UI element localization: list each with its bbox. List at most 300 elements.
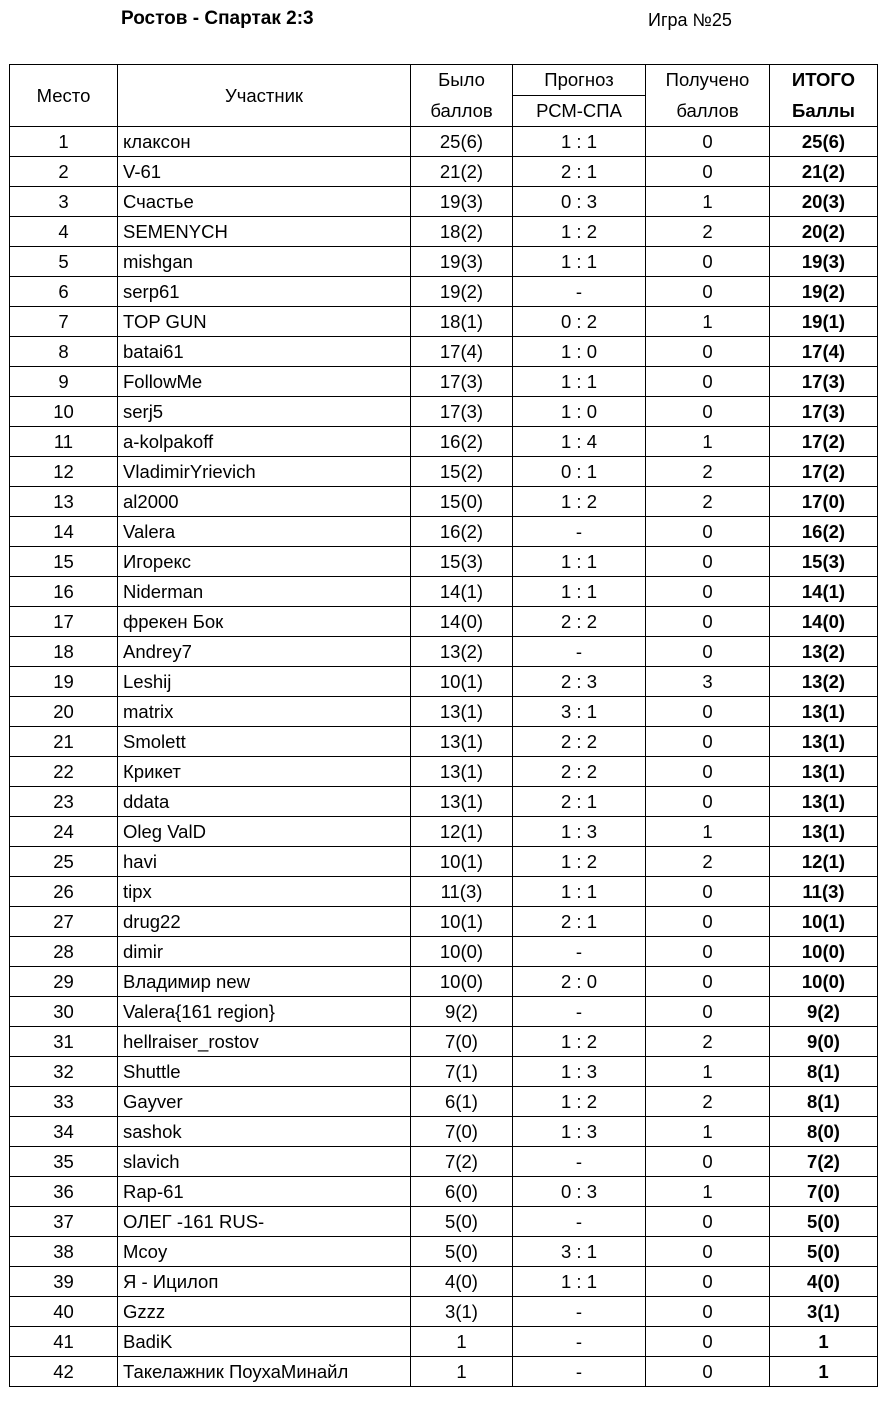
- cell-before: 13(1): [411, 787, 513, 817]
- cell-participant: BadiK: [118, 1327, 411, 1357]
- cell-participant: Rap-61: [118, 1177, 411, 1207]
- col-header-total-top: ИТОГО: [770, 65, 878, 96]
- cell-total: 19(2): [770, 277, 878, 307]
- cell-place: 19: [10, 667, 118, 697]
- cell-before: 25(6): [411, 127, 513, 157]
- cell-participant: Valera: [118, 517, 411, 547]
- cell-participant: tipx: [118, 877, 411, 907]
- cell-participant: Крикет: [118, 757, 411, 787]
- cell-forecast: 0 : 3: [513, 187, 646, 217]
- cell-place: 9: [10, 367, 118, 397]
- cell-before: 10(1): [411, 907, 513, 937]
- table-row: [10, 577, 878, 607]
- cell-forecast: 1 : 1: [513, 1267, 646, 1297]
- table-row: [10, 1087, 878, 1117]
- cell-forecast: 3 : 1: [513, 1237, 646, 1267]
- cell-participant: a-kolpakoff: [118, 427, 411, 457]
- cell-forecast: -: [513, 517, 646, 547]
- cell-before: 15(0): [411, 487, 513, 517]
- cell-total: 13(1): [770, 787, 878, 817]
- cell-got: 0: [646, 937, 770, 967]
- cell-forecast: 2 : 3: [513, 667, 646, 697]
- table-row: [10, 187, 878, 217]
- cell-place: 12: [10, 457, 118, 487]
- cell-before: 10(0): [411, 967, 513, 997]
- cell-got: 2: [646, 1087, 770, 1117]
- cell-got: 1: [646, 817, 770, 847]
- cell-participant: matrix: [118, 697, 411, 727]
- cell-before: 4(0): [411, 1267, 513, 1297]
- cell-participant: slavich: [118, 1147, 411, 1177]
- table-row: [10, 607, 878, 637]
- table-row: [10, 877, 878, 907]
- cell-total: 5(0): [770, 1207, 878, 1237]
- table-body: [10, 127, 878, 1387]
- cell-got: 0: [646, 907, 770, 937]
- table-row: [10, 997, 878, 1027]
- cell-place: 16: [10, 577, 118, 607]
- cell-got: 0: [646, 577, 770, 607]
- cell-total: 14(1): [770, 577, 878, 607]
- cell-place: 39: [10, 1267, 118, 1297]
- cell-place: 35: [10, 1147, 118, 1177]
- cell-total: 8(1): [770, 1087, 878, 1117]
- cell-place: 22: [10, 757, 118, 787]
- cell-forecast: -: [513, 1327, 646, 1357]
- cell-place: 3: [10, 187, 118, 217]
- cell-before: 6(0): [411, 1177, 513, 1207]
- cell-total: 20(2): [770, 217, 878, 247]
- cell-forecast: 1 : 1: [513, 367, 646, 397]
- cell-place: 11: [10, 427, 118, 457]
- cell-total: 13(1): [770, 697, 878, 727]
- cell-forecast: 1 : 1: [513, 877, 646, 907]
- cell-total: 17(0): [770, 487, 878, 517]
- cell-got: 1: [646, 1117, 770, 1147]
- cell-place: 40: [10, 1297, 118, 1327]
- cell-place: 7: [10, 307, 118, 337]
- cell-before: 19(3): [411, 187, 513, 217]
- cell-before: 7(2): [411, 1147, 513, 1177]
- cell-forecast: 2 : 1: [513, 787, 646, 817]
- cell-place: 8: [10, 337, 118, 367]
- table-row: [10, 847, 878, 877]
- table-row: [10, 637, 878, 667]
- cell-total: 20(3): [770, 187, 878, 217]
- cell-forecast: 1 : 2: [513, 1087, 646, 1117]
- table-row: [10, 247, 878, 277]
- cell-total: 13(1): [770, 817, 878, 847]
- table-row: [10, 487, 878, 517]
- cell-total: 19(3): [770, 247, 878, 277]
- cell-forecast: 2 : 1: [513, 907, 646, 937]
- cell-got: 0: [646, 877, 770, 907]
- cell-place: 15: [10, 547, 118, 577]
- cell-before: 9(2): [411, 997, 513, 1027]
- cell-participant: Smolett: [118, 727, 411, 757]
- cell-before: 17(3): [411, 367, 513, 397]
- cell-before: 18(1): [411, 307, 513, 337]
- cell-participant: Valera{161 region}: [118, 997, 411, 1027]
- cell-before: 17(3): [411, 397, 513, 427]
- cell-got: 0: [646, 727, 770, 757]
- cell-place: 14: [10, 517, 118, 547]
- cell-participant: Andrey7: [118, 637, 411, 667]
- cell-got: 0: [646, 157, 770, 187]
- cell-participant: FollowMe: [118, 367, 411, 397]
- cell-place: 28: [10, 937, 118, 967]
- cell-before: 1: [411, 1327, 513, 1357]
- cell-place: 34: [10, 1117, 118, 1147]
- table-row: [10, 157, 878, 187]
- cell-participant: Gayver: [118, 1087, 411, 1117]
- cell-total: 3(1): [770, 1297, 878, 1327]
- cell-participant: V-61: [118, 157, 411, 187]
- cell-total: 25(6): [770, 127, 878, 157]
- cell-total: 13(1): [770, 757, 878, 787]
- cell-before: 7(0): [411, 1117, 513, 1147]
- cell-participant: Gzzz: [118, 1297, 411, 1327]
- table-row: [10, 1237, 878, 1267]
- cell-before: 7(0): [411, 1027, 513, 1057]
- cell-place: 31: [10, 1027, 118, 1057]
- cell-got: 1: [646, 1057, 770, 1087]
- cell-place: 1: [10, 127, 118, 157]
- cell-got: 0: [646, 1297, 770, 1327]
- cell-before: 13(2): [411, 637, 513, 667]
- table-row: [10, 697, 878, 727]
- cell-got: 0: [646, 1207, 770, 1237]
- table-row: [10, 967, 878, 997]
- cell-total: 7(0): [770, 1177, 878, 1207]
- cell-forecast: 1 : 1: [513, 247, 646, 277]
- cell-total: 9(2): [770, 997, 878, 1027]
- cell-total: 9(0): [770, 1027, 878, 1057]
- cell-got: 1: [646, 1177, 770, 1207]
- match-title: Ростов - Спартак 2:3: [121, 8, 314, 29]
- cell-place: 42: [10, 1357, 118, 1387]
- cell-got: 2: [646, 1027, 770, 1057]
- col-header-before-bottom: баллов: [411, 96, 513, 127]
- cell-participant: ОЛЕГ -161 RUS-: [118, 1207, 411, 1237]
- cell-forecast: 1 : 1: [513, 127, 646, 157]
- table-row: [10, 787, 878, 817]
- cell-place: 23: [10, 787, 118, 817]
- cell-forecast: 2 : 0: [513, 967, 646, 997]
- table-row: [10, 307, 878, 337]
- cell-got: 1: [646, 187, 770, 217]
- cell-participant: Такелажник ПоухаМинайл: [118, 1357, 411, 1387]
- cell-place: 6: [10, 277, 118, 307]
- cell-forecast: 1 : 2: [513, 847, 646, 877]
- table-row: [10, 1117, 878, 1147]
- cell-participant: mishgan: [118, 247, 411, 277]
- cell-place: 26: [10, 877, 118, 907]
- table-row: [10, 457, 878, 487]
- standings-table: [9, 64, 878, 1387]
- table-row: [10, 277, 878, 307]
- cell-got: 2: [646, 487, 770, 517]
- cell-got: 2: [646, 847, 770, 877]
- table-row: [10, 1297, 878, 1327]
- cell-got: 0: [646, 997, 770, 1027]
- table-row: [10, 1027, 878, 1057]
- col-header-forecast-bottom: РСМ-СПА: [513, 96, 646, 127]
- cell-place: 5: [10, 247, 118, 277]
- cell-before: 15(3): [411, 547, 513, 577]
- cell-forecast: 0 : 2: [513, 307, 646, 337]
- cell-got: 0: [646, 1357, 770, 1387]
- cell-total: 17(2): [770, 427, 878, 457]
- cell-forecast: -: [513, 1207, 646, 1237]
- cell-forecast: 1 : 3: [513, 1057, 646, 1087]
- cell-got: 0: [646, 547, 770, 577]
- cell-before: 13(1): [411, 757, 513, 787]
- cell-participant: SEMENYCH: [118, 217, 411, 247]
- cell-before: 21(2): [411, 157, 513, 187]
- cell-got: 0: [646, 397, 770, 427]
- table-row: [10, 937, 878, 967]
- cell-total: 10(0): [770, 937, 878, 967]
- cell-place: 2: [10, 157, 118, 187]
- cell-got: 0: [646, 367, 770, 397]
- cell-participant: al2000: [118, 487, 411, 517]
- cell-participant: Niderman: [118, 577, 411, 607]
- cell-forecast: 2 : 2: [513, 727, 646, 757]
- cell-total: 15(3): [770, 547, 878, 577]
- cell-total: 11(3): [770, 877, 878, 907]
- cell-got: 0: [646, 247, 770, 277]
- cell-total: 8(0): [770, 1117, 878, 1147]
- cell-forecast: -: [513, 1297, 646, 1327]
- cell-participant: Leshij: [118, 667, 411, 697]
- cell-forecast: 1 : 3: [513, 817, 646, 847]
- cell-total: 13(2): [770, 637, 878, 667]
- cell-forecast: 1 : 2: [513, 487, 646, 517]
- cell-forecast: 3 : 1: [513, 697, 646, 727]
- table-row: [10, 817, 878, 847]
- cell-before: 13(1): [411, 727, 513, 757]
- cell-place: 38: [10, 1237, 118, 1267]
- table-row: [10, 517, 878, 547]
- cell-place: 41: [10, 1327, 118, 1357]
- table-row: [10, 367, 878, 397]
- cell-participant: dimir: [118, 937, 411, 967]
- col-header-forecast-top: Прогноз: [513, 65, 646, 96]
- cell-place: 37: [10, 1207, 118, 1237]
- table-row: [10, 667, 878, 697]
- cell-forecast: 1 : 2: [513, 1027, 646, 1057]
- cell-before: 5(0): [411, 1237, 513, 1267]
- cell-forecast: -: [513, 277, 646, 307]
- cell-got: 2: [646, 217, 770, 247]
- cell-got: 1: [646, 307, 770, 337]
- cell-forecast: 2 : 2: [513, 757, 646, 787]
- cell-got: 0: [646, 637, 770, 667]
- cell-forecast: 1 : 0: [513, 337, 646, 367]
- table-row: [10, 547, 878, 577]
- cell-total: 10(1): [770, 907, 878, 937]
- cell-participant: hellraiser_rostov: [118, 1027, 411, 1057]
- cell-total: 5(0): [770, 1237, 878, 1267]
- cell-participant: TOP GUN: [118, 307, 411, 337]
- cell-total: 1: [770, 1357, 878, 1387]
- cell-before: 12(1): [411, 817, 513, 847]
- cell-place: 32: [10, 1057, 118, 1087]
- cell-participant: Я - Ицилоп: [118, 1267, 411, 1297]
- cell-participant: batai61: [118, 337, 411, 367]
- cell-forecast: 2 : 2: [513, 607, 646, 637]
- col-header-before-top: Было: [411, 65, 513, 96]
- col-header-place: Место: [10, 65, 118, 127]
- cell-forecast: -: [513, 1357, 646, 1387]
- cell-total: 1: [770, 1327, 878, 1357]
- table-row: [10, 1147, 878, 1177]
- cell-before: 18(2): [411, 217, 513, 247]
- cell-before: 1: [411, 1357, 513, 1387]
- cell-forecast: 1 : 1: [513, 547, 646, 577]
- cell-participant: ddata: [118, 787, 411, 817]
- cell-before: 6(1): [411, 1087, 513, 1117]
- cell-forecast: 0 : 3: [513, 1177, 646, 1207]
- col-header-got-top: Получено: [646, 65, 770, 96]
- cell-participant: Mcoy: [118, 1237, 411, 1267]
- cell-total: 13(1): [770, 727, 878, 757]
- cell-before: 19(2): [411, 277, 513, 307]
- cell-forecast: -: [513, 1147, 646, 1177]
- cell-before: 5(0): [411, 1207, 513, 1237]
- cell-participant: sashok: [118, 1117, 411, 1147]
- cell-before: 7(1): [411, 1057, 513, 1087]
- cell-participant: havi: [118, 847, 411, 877]
- cell-total: 19(1): [770, 307, 878, 337]
- cell-got: 0: [646, 517, 770, 547]
- cell-participant: drug22: [118, 907, 411, 937]
- cell-total: 10(0): [770, 967, 878, 997]
- cell-forecast: 1 : 2: [513, 217, 646, 247]
- cell-total: 17(2): [770, 457, 878, 487]
- cell-place: 21: [10, 727, 118, 757]
- col-header-participant: Участник: [118, 65, 411, 127]
- col-header-got-bottom: баллов: [646, 96, 770, 127]
- table-row: [10, 1177, 878, 1207]
- cell-place: 25: [10, 847, 118, 877]
- cell-total: 16(2): [770, 517, 878, 547]
- cell-place: 33: [10, 1087, 118, 1117]
- table-row: [10, 757, 878, 787]
- table-row: [10, 427, 878, 457]
- cell-total: 7(2): [770, 1147, 878, 1177]
- cell-got: 0: [646, 607, 770, 637]
- table-row: [10, 907, 878, 937]
- cell-participant: Счастье: [118, 187, 411, 217]
- cell-forecast: 1 : 4: [513, 427, 646, 457]
- cell-got: 0: [646, 277, 770, 307]
- cell-total: 17(3): [770, 367, 878, 397]
- cell-before: 14(0): [411, 607, 513, 637]
- cell-place: 4: [10, 217, 118, 247]
- header-row-top: [10, 65, 878, 96]
- cell-participant: клаксон: [118, 127, 411, 157]
- cell-total: 14(0): [770, 607, 878, 637]
- game-label: Игра №25: [648, 10, 732, 30]
- cell-got: 0: [646, 127, 770, 157]
- table-row: [10, 397, 878, 427]
- table-row: [10, 127, 878, 157]
- cell-place: 30: [10, 997, 118, 1027]
- cell-forecast: -: [513, 937, 646, 967]
- cell-participant: фрекен Бок: [118, 607, 411, 637]
- cell-before: 16(2): [411, 427, 513, 457]
- cell-got: 0: [646, 1267, 770, 1297]
- cell-before: 11(3): [411, 877, 513, 907]
- cell-place: 13: [10, 487, 118, 517]
- cell-total: 8(1): [770, 1057, 878, 1087]
- cell-participant: Shuttle: [118, 1057, 411, 1087]
- cell-participant: Владимир new: [118, 967, 411, 997]
- cell-total: 17(4): [770, 337, 878, 367]
- cell-before: 15(2): [411, 457, 513, 487]
- cell-before: 19(3): [411, 247, 513, 277]
- cell-forecast: 2 : 1: [513, 157, 646, 187]
- cell-forecast: 1 : 0: [513, 397, 646, 427]
- table-row: [10, 1207, 878, 1237]
- cell-participant: serj5: [118, 397, 411, 427]
- cell-got: 0: [646, 1327, 770, 1357]
- cell-got: 0: [646, 757, 770, 787]
- cell-got: 0: [646, 337, 770, 367]
- cell-forecast: -: [513, 637, 646, 667]
- cell-before: 3(1): [411, 1297, 513, 1327]
- cell-total: 4(0): [770, 1267, 878, 1297]
- cell-place: 36: [10, 1177, 118, 1207]
- cell-participant: serp61: [118, 277, 411, 307]
- col-header-total-bottom: Баллы: [770, 96, 878, 127]
- cell-total: 21(2): [770, 157, 878, 187]
- cell-participant: Игорекс: [118, 547, 411, 577]
- cell-forecast: -: [513, 997, 646, 1027]
- table-row: [10, 1267, 878, 1297]
- cell-before: 17(4): [411, 337, 513, 367]
- cell-participant: Oleg ValD: [118, 817, 411, 847]
- cell-got: 0: [646, 967, 770, 997]
- cell-before: 13(1): [411, 697, 513, 727]
- cell-forecast: 1 : 3: [513, 1117, 646, 1147]
- cell-forecast: 0 : 1: [513, 457, 646, 487]
- cell-place: 18: [10, 637, 118, 667]
- cell-got: 0: [646, 1237, 770, 1267]
- cell-before: 14(1): [411, 577, 513, 607]
- cell-place: 27: [10, 907, 118, 937]
- cell-got: 0: [646, 787, 770, 817]
- cell-total: 13(2): [770, 667, 878, 697]
- table-row: [10, 1327, 878, 1357]
- cell-participant: VladimirYrievich: [118, 457, 411, 487]
- table-row: [10, 1057, 878, 1087]
- cell-got: 2: [646, 457, 770, 487]
- cell-place: 29: [10, 967, 118, 997]
- cell-place: 17: [10, 607, 118, 637]
- cell-got: 0: [646, 1147, 770, 1177]
- cell-before: 16(2): [411, 517, 513, 547]
- table-row: [10, 1357, 878, 1387]
- cell-before: 10(0): [411, 937, 513, 967]
- table-row: [10, 217, 878, 247]
- cell-got: 0: [646, 697, 770, 727]
- cell-place: 20: [10, 697, 118, 727]
- cell-got: 3: [646, 667, 770, 697]
- cell-before: 10(1): [411, 667, 513, 697]
